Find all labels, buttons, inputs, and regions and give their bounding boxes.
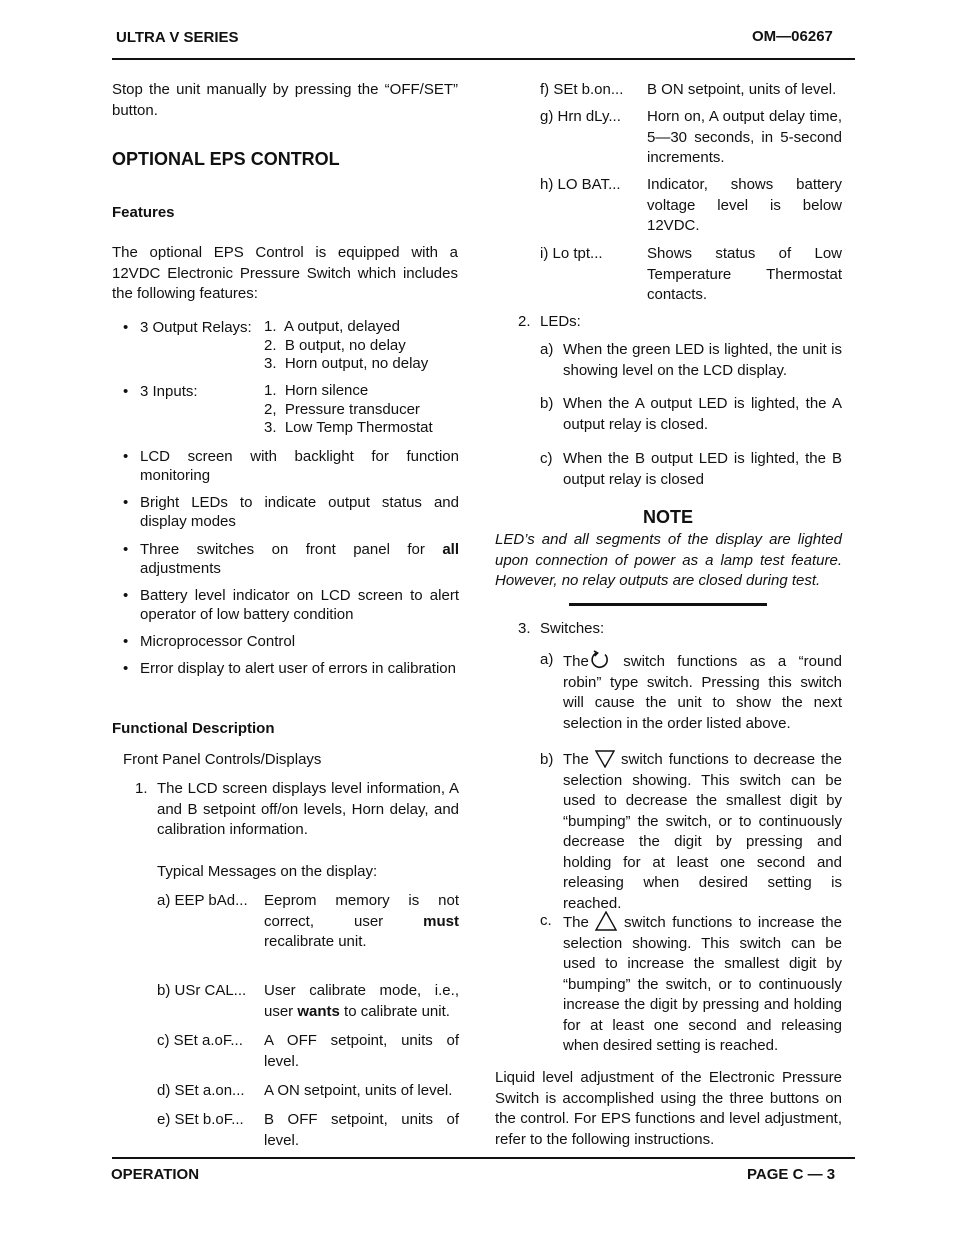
- message-description: Indicator, shows battery voltage level is below 12VDC.: [647, 176, 842, 234]
- message-description: User calibrate mode, i.e., user wants to calibrate unit.: [264, 982, 459, 1020]
- list-item: 2, Pressure transducer: [264, 400, 420, 418]
- led-label: b): [540, 395, 554, 412]
- bullet-text: Error display to alert user of errors in calibration: [140, 660, 456, 677]
- inputs-list: [264, 382, 433, 438]
- bullet-text: Three switches on front panel for all adjustments: [140, 541, 459, 577]
- bullet-text: Bright LEDs to indicate output status and display modes: [140, 494, 459, 530]
- led-description: When the green LED is lighted, the unit is showing level on the LCD display.: [563, 341, 842, 379]
- message-code: e) SEt b.oF...: [157, 1111, 244, 1128]
- round-robin-icon: [589, 650, 611, 670]
- relays-list: [264, 318, 428, 374]
- list-item: 3. Low Temp Thermostat: [264, 419, 433, 436]
- relays-label: 3 Output Relays:: [140, 319, 252, 336]
- message-code: h) LO BAT...: [540, 176, 621, 193]
- led-description: When the B output LED is lighted, the B output relay is closed: [563, 450, 842, 488]
- header-rule: [112, 58, 855, 60]
- bullet-text: Microprocessor Control: [140, 633, 296, 650]
- bullet-text: Battery level indicator on LCD screen to alert operator of low battery condition: [140, 587, 459, 623]
- item-3-number: 3.: [518, 620, 531, 637]
- message-code: i) Lo tpt...: [540, 245, 603, 262]
- message-code: f) SEt b.on...: [540, 81, 624, 98]
- message-description: B ON setpoint, units of level.: [647, 81, 837, 98]
- note-divider: [569, 603, 767, 606]
- led-label: c): [540, 450, 553, 467]
- message-code: d) SEt a.on...: [157, 1082, 245, 1099]
- bullet-dot: •: [123, 383, 129, 400]
- front-panel-subheading: Front Panel Controls/Displays: [123, 751, 322, 768]
- intro-paragraph: Stop the unit manually by pressing the “OFF/SET” button.: [112, 81, 458, 119]
- list-item: 1. A output, delayed: [264, 318, 400, 335]
- switch-label: b): [540, 751, 554, 768]
- message-description: Shows status of Low Temperature Thermostat contacts.: [647, 245, 842, 303]
- list-item: 1. Horn silence: [264, 382, 369, 399]
- item-2-number: 2.: [518, 313, 531, 330]
- header-series: ULTRA V SERIES: [116, 29, 239, 46]
- note-body: LED’s and all segments of the display are lighted upon connection of power as a lamp test feature. However, no relay outputs are closed during test.: [495, 531, 842, 589]
- switch-description: The switch functions as a “round robin” type switch. Pressing this switch will cause the unit to show the next selection in the order listed above.: [563, 650, 842, 734]
- footer-rule: [112, 1157, 855, 1159]
- message-code: b) USr CAL...: [157, 982, 247, 999]
- switch-description: The switch functions to increase the selection showing. This switch can be used to increase the smallest digit by “bumping” the switch, or to continuously increase the digit by pressing and holding for at least one second and releasing when desired setting is reached.: [563, 911, 842, 1057]
- inputs-label: 3 Inputs:: [140, 383, 198, 400]
- message-description: B OFF setpoint, units of level.: [264, 1111, 459, 1149]
- footer-page-number: PAGE C — 3: [747, 1166, 836, 1183]
- led-label: a): [540, 341, 554, 358]
- functional-description-heading: Functional Description: [112, 720, 275, 737]
- closing-paragraph: Liquid level adjustment of the Electronic Pressure Switch is accomplished using the three buttons on the control. For EPS functions and level adjustment, refer to the following instructions.: [495, 1069, 842, 1148]
- list-item: 2. B output, no delay: [264, 336, 406, 354]
- up-triangle-icon: [595, 911, 617, 931]
- message-description: Eeprom memory is not correct, user must recalibrate unit.: [264, 892, 459, 950]
- switch-description: The switch functions to decrease the selection showing. This switch can be used to decrease the smallest digit by “bumping” the switch, or to continuously decrease the digit by pressing and holding for at least one second and releasing when desired setting is reached.: [563, 751, 842, 912]
- message-description: A ON setpoint, units of level.: [264, 1082, 453, 1099]
- item-3-text: Switches:: [540, 620, 605, 637]
- item-2-text: LEDs:: [540, 313, 581, 330]
- down-triangle-icon: [595, 750, 615, 768]
- led-description: When the A output LED is lighted, the A output relay is closed.: [563, 395, 842, 433]
- item-1-text: The LCD screen displays level information, A and B setpoint off/on levels, Horn delay, and calibration information.: [157, 780, 459, 838]
- footer-section: OPERATION: [111, 1166, 200, 1183]
- switch-label: a): [540, 651, 554, 668]
- message-description: A OFF setpoint, units of level.: [264, 1032, 459, 1070]
- list-item: 3. Horn output, no delay: [264, 355, 429, 372]
- switch-label: c.: [540, 912, 552, 929]
- message-code: a) EEP bAd...: [157, 892, 248, 909]
- bullet-text: LCD screen with backlight for function monitoring: [140, 448, 459, 484]
- item-1-number: 1.: [135, 780, 148, 797]
- header-doc-number: OM—06267: [752, 28, 833, 45]
- features-heading: Features: [112, 204, 175, 221]
- message-description: Horn on, A output delay time, 5—30 seconds, in 5-second increments.: [647, 108, 842, 166]
- bullet-dot: •: [123, 319, 129, 336]
- features-intro: The optional EPS Control is equipped with a 12VDC Electronic Pressure Switch which includes the following features:: [112, 244, 458, 302]
- note-title: NOTE: [642, 507, 693, 527]
- section-title: OPTIONAL EPS CONTROL: [112, 149, 340, 169]
- message-code: c) SEt a.oF...: [157, 1032, 243, 1049]
- typical-messages-label: Typical Messages on the display:: [157, 863, 378, 880]
- message-code: g) Hrn dLy...: [540, 108, 621, 125]
